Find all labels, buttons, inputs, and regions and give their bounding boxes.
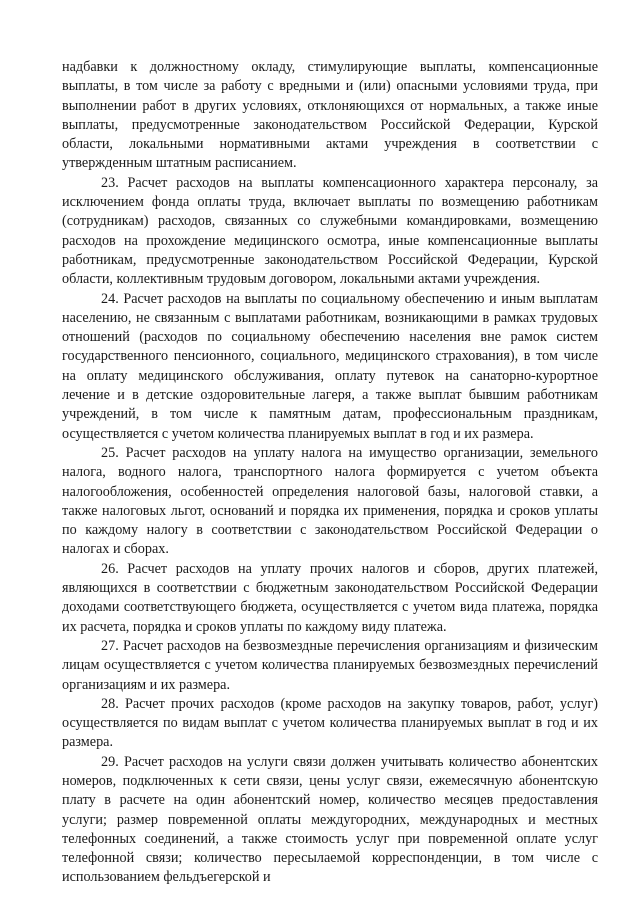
paragraph-23: 23. Расчет расходов на выплаты компенсационного характера персоналу, за исключением фонда оплаты труда, включает выплаты по возмещению работникам (сотрудникам) расходов, связанных со служебными командировками, возмещению расходов на прохождение медицинского осмотра, иные компенсационные выплаты работникам, предусмотренные законодательством Российской Федерации, Курской области, коллективным трудовым договором, локальными актами учреждения. <box>62 174 598 288</box>
paragraph-27: 27. Расчет расходов на безвозмездные перечисления организациям и физическим лицам осуществляется с учетом количества планируемых безвозмездных перечислений организациям и их размера. <box>62 637 598 693</box>
paragraph-26: 26. Расчет расходов на уплату прочих налогов и сборов, других платежей, являющихся в соответствии с бюджетным законодательством Российской Федерации доходами соответствующего бюджета, осуществляется с учетом вида платежа, порядка их расчета, порядка и сроков уплаты по каждому виду платежа. <box>62 560 598 635</box>
paragraph-continuation: надбавки к должностному окладу, стимулирующие выплаты, компенсационные выплаты, в том числе за работу с вредными и (или) опасными условиями труда, при выполнении работ в других условиях, отклоняющихся от нормальных, а также иные выплаты, предусмотренные законодательством Российской Федерации, Курской области, локальными нормативными актами учреждения в соответствии с утвержденным штатным расписанием. <box>62 59 598 172</box>
paragraph-29: 29. Расчет расходов на услуги связи должен учитывать количество абонентских номеров, подключенных к сети связи, цены услуг связи, ежемесячную абонентскую плату в расчете на один абонентский номер, количество месяцев предоставления услуги; размер повременной оплаты междугородних, международных и местных телефонных соединений, а также стоимость услуг при повременной оплате услуг телефонной связи; количество пересылаемой корреспонденции, в том числе с использованием фельдъегерской и <box>62 753 598 886</box>
paragraph-28: 28. Расчет прочих расходов (кроме расходов на закупку товаров, работ, услуг) осуществляется по видам выплат с учетом количества планируемых выплат в год и их размера. <box>62 695 598 751</box>
document-page <box>62 58 598 888</box>
paragraph-25: 25. Расчет расходов на уплату налога на имущество организации, земельного налога, водного налога, транспортного налога формируется с учетом объекта налогообложения, особенностей определения налоговой базы, налоговой ставки, а также налоговых льгот, оснований и порядка их применения, порядка и сроков уплаты по каждому налогу в соответствии с законодательством Российской Федерации о налогах и сборах. <box>62 444 598 558</box>
paragraph-24: 24. Расчет расходов на выплаты по социальному обеспечению и иным выплатам населению, не связанным с выплатами работникам, возникающими в рамках трудовых отношений (расходов по социальному обеспечению населения вне рамок систем государственного пенсионного, социального, медицинского страхования), в том числе на оплату медицинского обслуживания, оплату путевок на санаторно-курортное лечение и в детские оздоровительные лагеря, а также выплат бывшим работникам учреждений, в том числе к памятным датам, профессиональным праздникам, осуществляется с учетом количества планируемых выплат в год и их размера. <box>62 290 598 442</box>
